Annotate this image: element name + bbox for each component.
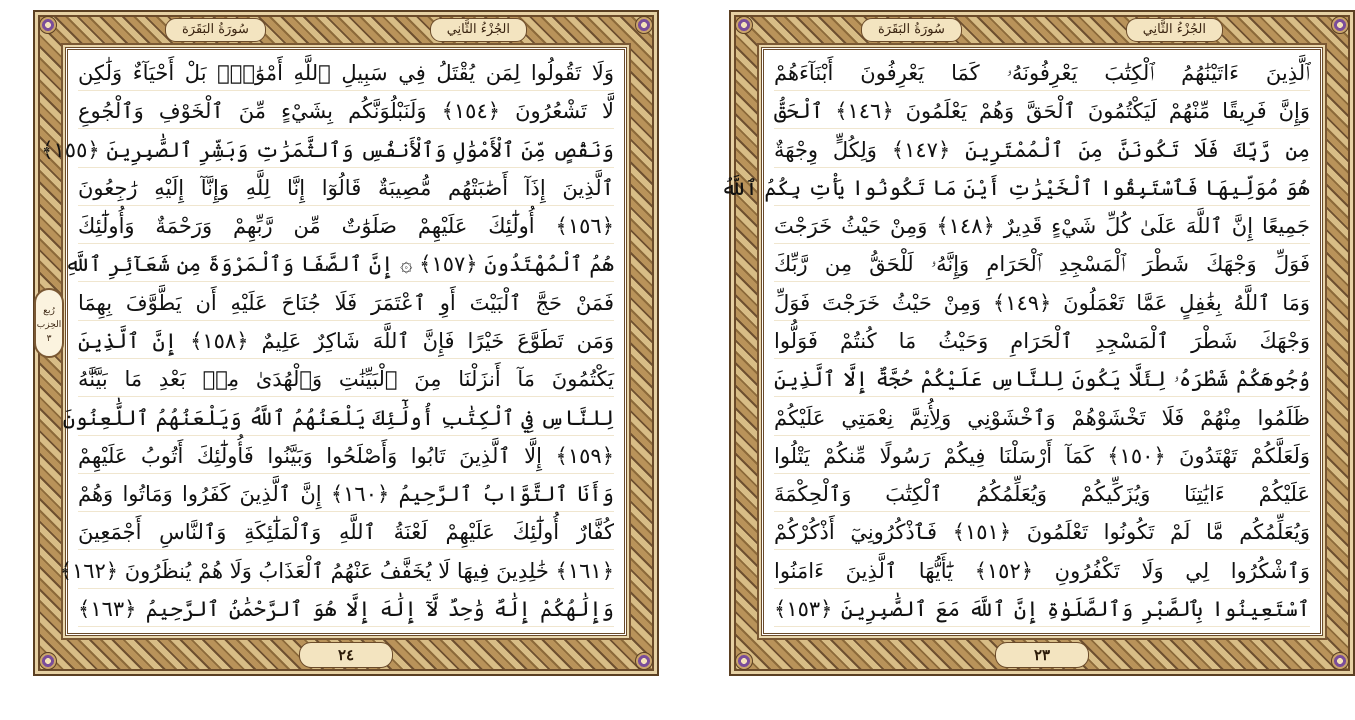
verse-line: وَنَقْصٍ مِّنَ ٱلْأَمْوَٰلِ وَٱلْأَنفُسِ وَٱلثَّمَرَٰتِ وَبَشِّرِ ٱلصَّٰبِرِينَ ﴿١٥٥﴾ [78, 133, 614, 168]
verse-line: هُمُ ٱلْمُهْتَدُونَ ﴿١٥٧﴾ ۞ إِنَّ ٱلصَّفَا وَٱلْمَرْوَةَ مِن شَعَآئِرِ ٱللَّهِ [78, 247, 614, 282]
verse-line: ﴿١٦١﴾ خَٰلِدِينَ فِيهَا لَا يُخَفَّفُ عَنْهُمُ ٱلْعَذَابُ وَلَا هُمْ يُنظَرُونَ ﴿١٦٢﴾ [78, 554, 614, 589]
mushaf-page-left[interactable] [33, 10, 659, 676]
mushaf-page-right[interactable] [720, 10, 1355, 676]
corner-rosette-icon [1331, 652, 1349, 670]
verse-line: وَإِلَٰهُكُمْ إِلَٰهٌ وَٰحِدٌ لَّآ إِلَٰهَ إِلَّا هُوَ ٱلرَّحْمَٰنُ ٱلرَّحِيمُ ﴿١٦٣﴾ [78, 592, 614, 627]
surah-name-label: سُورَةُ البَقَرَة [165, 18, 266, 42]
verse-line: ٱسْتَعِينُوا بِٱلصَّبْرِ وَٱلصَّلَوٰةِ إِنَّ ٱللَّهَ مَعَ ٱلصَّٰبِرِينَ ﴿١٥٣﴾ [774, 592, 1310, 627]
verse-line: ٱلَّذِينَ إِذَآ أَصَٰبَتْهُم مُّصِيبَةٌ قَالُوٓا إِنَّا لِلَّهِ وَإِنَّآ إِلَيْهِ رَٰجِعُونَ [78, 171, 614, 206]
verse-line: وَمَا ٱللَّهُ بِغَٰفِلٍ عَمَّا تَعْمَلُونَ ﴿١٤٩﴾ وَمِنْ حَيْثُ خَرَجْتَ فَوَلِّ [774, 286, 1310, 321]
corner-rosette-icon [735, 16, 753, 34]
verse-line: وَمَن تَطَوَّعَ خَيْرًا فَإِنَّ ٱللَّهَ شَاكِرٌ عَلِيمٌ ﴿١٥٨﴾ إِنَّ ٱلَّذِينَ [78, 324, 614, 359]
verse-line: وَلَعَلَّكُمْ تَهْتَدُونَ ﴿١٥٠﴾ كَمَآ أَرْسَلْنَا فِيكُمْ رَسُولًا مِّنكُمْ يَتْلُوا [774, 439, 1310, 474]
corner-rosette-icon [735, 652, 753, 670]
verse-line: فَمَنْ حَجَّ ٱلْبَيْتَ أَوِ ٱعْتَمَرَ فَلَا جُنَاحَ عَلَيْهِ أَن يَطَّوَّفَ بِهِمَا [78, 286, 614, 321]
hizb-marker: رُبع الحِزب ٣ [34, 288, 64, 358]
verse-line: لِلنَّاسِ فِي ٱلْكِتَٰبِ أُولَٰٓئِكَ يَلْعَنُهُمُ ٱللَّهُ وَيَلْعَنُهُمُ ٱللَّٰعِنُونَ [78, 401, 614, 436]
verse-line: يَكْتُمُونَ مَآ أَنزَلْنَا مِنَ ٱلْبَيِّنَٰتِ وَٱلْهُدَىٰ مِنۢ بَعْدِ مَا بَيَّنَّٰهُ [78, 362, 614, 397]
verse-line: وَإِنَّ فَرِيقًا مِّنْهُمْ لَيَكْتُمُونَ ٱلْحَقَّ وَهُمْ يَعْلَمُونَ ﴿١٤٦﴾ ٱلْحَقُّ [774, 94, 1310, 129]
corner-rosette-icon [635, 16, 653, 34]
corner-rosette-icon [635, 652, 653, 670]
verse-line: وُجُوهَكُمْ شَطْرَهُۥ لِئَلَّا يَكُونَ لِلنَّاسِ عَلَيْكُمْ حُجَّةٌ إِلَّا ٱلَّذِينَ [774, 362, 1310, 397]
verse-line: لَّا تَشْعُرُونَ ﴿١٥٤﴾ وَلَنَبْلُوَنَّكُم بِشَيْءٍ مِّنَ ٱلْخَوْفِ وَٱلْجُوعِ [78, 94, 614, 129]
page-number-badge: ٢٣ [995, 642, 1089, 668]
verse-lines [720, 56, 1311, 627]
verse-line: ٱلَّذِينَ ءَاتَيْنَٰهُمُ ٱلْكِتَٰبَ يَعْرِفُونَهُۥ كَمَا يَعْرِفُونَ أَبْنَآءَهُمْ [774, 56, 1310, 91]
juz-label: الجُزْءُ الثَّانِي [430, 18, 527, 42]
verse-line: عَلَيْكُمْ ءَايَٰتِنَا وَيُزَكِّيكُمْ وَيُعَلِّمُكُمُ ٱلْكِتَٰبَ وَٱلْحِكْمَةَ [774, 477, 1310, 512]
verse-line: جَمِيعًا إِنَّ ٱللَّهَ عَلَىٰ كُلِّ شَيْءٍ قَدِيرٌ ﴿١٤٨﴾ وَمِنْ حَيْثُ خَرَجْتَ [774, 209, 1310, 244]
verse-line: كُفَّارٌ أُولَٰٓئِكَ عَلَيْهِمْ لَعْنَةُ ٱللَّهِ وَٱلْمَلَٰٓئِكَةِ وَٱلنَّاسِ أَجْمَعِينَ [78, 515, 614, 550]
juz-label: الجُزْءُ الثَّانِي [1126, 18, 1223, 42]
verse-line: وَٱشْكُرُوا لِي وَلَا تَكْفُرُونِ ﴿١٥٢﴾ يَٰٓأَيُّهَا ٱلَّذِينَ ءَامَنُوا [774, 554, 1310, 589]
corner-rosette-icon [39, 652, 57, 670]
verse-line: فَوَلِّ وَجْهَكَ شَطْرَ ٱلْمَسْجِدِ ٱلْحَرَامِ وَإِنَّهُۥ لَلْحَقُّ مِن رَّبِّكَ [774, 247, 1310, 282]
surah-name-label: سُورَةُ البَقَرَة [861, 18, 962, 42]
page-number-badge: ٢٤ [299, 642, 393, 668]
verse-line: ﴿١٥٦﴾ أُولَٰٓئِكَ عَلَيْهِمْ صَلَوَٰتٌ مِّن رَّبِّهِمْ وَرَحْمَةٌ وَأُولَٰٓئِكَ [78, 209, 614, 244]
verse-line: وَأَنَا ٱلتَّوَّابُ ٱلرَّحِيمُ ﴿١٦٠﴾ إِنَّ ٱلَّذِينَ كَفَرُوا وَمَاتُوا وَهُمْ [78, 477, 614, 512]
verse-line: مِن رَّبِّكَ فَلَا تَكُونَنَّ مِنَ ٱلْمُمْتَرِينَ ﴿١٤٧﴾ وَلِكُلٍّ وِجْهَةٌ [774, 133, 1310, 168]
verse-line: هُوَ مُوَلِّيهَا فَٱسْتَبِقُوا ٱلْخَيْرَٰتِ أَيْنَ مَا تَكُونُوا يَأْتِ بِكُمُ ٱللَّهُ [774, 171, 1310, 206]
verse-line: وَيُعَلِّمُكُم مَّا لَمْ تَكُونُوا تَعْلَمُونَ ﴿١٥١﴾ فَٱذْكُرُونِيٓ أَذْكُرْكُمْ [774, 515, 1310, 550]
text-frame [720, 47, 1323, 636]
verse-line: ظَلَمُوا مِنْهُمْ فَلَا تَخْشَوْهُمْ وَٱخْشَوْنِي وَلِأُتِمَّ نِعْمَتِي عَلَيْكُمْ [774, 401, 1310, 436]
text-frame [36, 47, 627, 636]
corner-rosette-icon [39, 16, 57, 34]
verse-line: ﴿١٥٩﴾ إِلَّا ٱلَّذِينَ تَابُوا وَأَصْلَحُوا وَبَيَّنُوا فَأُولَٰٓئِكَ أَتُوبُ عَلَيْهِمْ [78, 439, 614, 474]
verse-line: وَلَا تَقُولُوا لِمَن يُقْتَلُ فِي سَبِيلِ ٱللَّهِ أَمْوَٰتٌۢ بَلْ أَحْيَآءٌ وَلَٰكِن [78, 56, 614, 91]
corner-rosette-icon [1331, 16, 1349, 34]
verse-line: وَجْهَكَ شَطْرَ ٱلْمَسْجِدِ ٱلْحَرَامِ وَحَيْثُ مَا كُنتُمْ فَوَلُّوا [774, 324, 1310, 359]
